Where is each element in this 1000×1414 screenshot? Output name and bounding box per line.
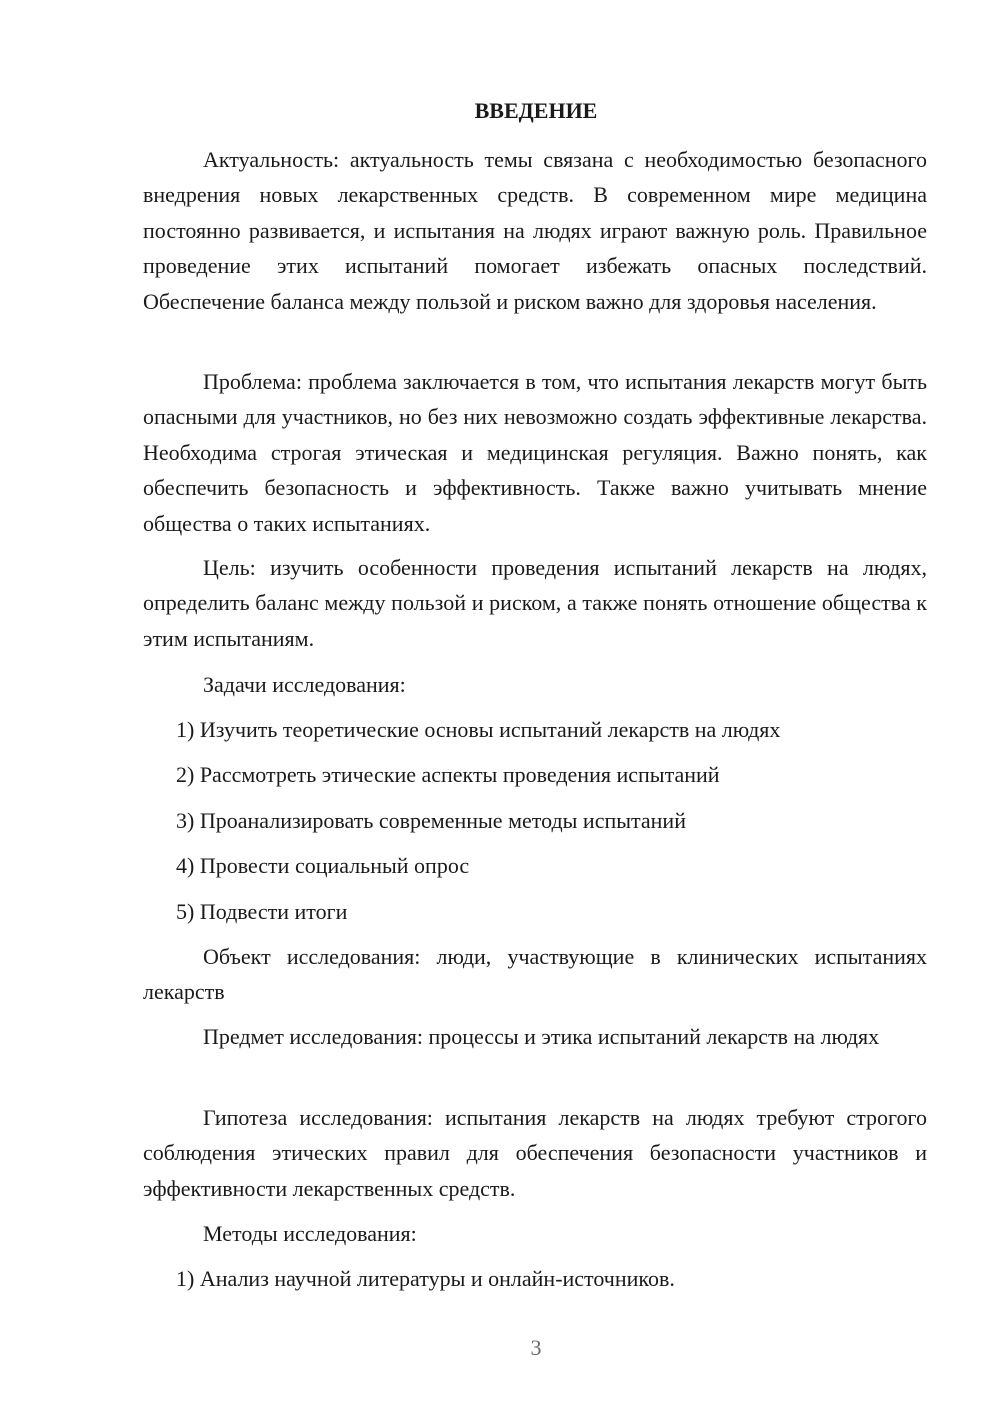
page-title: ВВЕДЕНИЕ [474, 98, 598, 123]
task-item-5: 5) Подвести итоги [176, 899, 348, 924]
problem-paragraph: Проблема: проблема заключается в том, что испытания лекарств могут быть опасными для участников, но без них невозможно создать эффективные лекарства. Необходима строгая этическая и медицинская регуляция. Важно понять, как обеспечить безопасность и эффективность. Также важно учитывать мнение общества о таких испытаниях. [143, 369, 927, 536]
goal-paragraph: Цель: изучить особенности проведения испытаний лекарств на людях, определить баланс между пользой и риском, а также понять отношение общества к этим испытаниям. [143, 555, 927, 651]
relevance-paragraph: Актуальность: актуальность темы связана с необходимостью безопасного внедрения новых лекарственных средств. В современном мире медицина постоянно развивается, и испытания на людях играют важную роль. Правильное проведение этих испытаний помогает избежать опасных последствий. Обеспечение баланса между пользой и риском важно для здоровья населения. [143, 147, 927, 314]
tasks-heading: Задачи исследования: [203, 672, 406, 697]
task-item-2: 2) Рассмотреть этические аспекты проведения испытаний [176, 762, 720, 787]
methods-heading: Методы исследования: [203, 1221, 417, 1246]
task-item-4: 4) Провести социальный опрос [176, 853, 470, 878]
subject-paragraph: Предмет исследования: процессы и этика испытаний лекарств на людях [203, 1024, 880, 1049]
task-item-1: 1) Изучить теоретические основы испытаний лекарств на людях [176, 717, 781, 742]
method-item-1: 1) Анализ научной литературы и онлайн-источников. [176, 1266, 675, 1291]
hypothesis-paragraph: Гипотеза исследования: испытания лекарств на людях требуют строгого соблюдения этических правил для обеспечения безопасности участников и эффективности лекарственных средств. [143, 1105, 927, 1201]
task-item-3: 3) Проанализировать современные методы испытаний [176, 808, 686, 833]
page-number: 3 [530, 1335, 542, 1360]
object-paragraph: Объект исследования: люди, участвующие в клинических испытаниях лекарств [143, 944, 927, 1005]
